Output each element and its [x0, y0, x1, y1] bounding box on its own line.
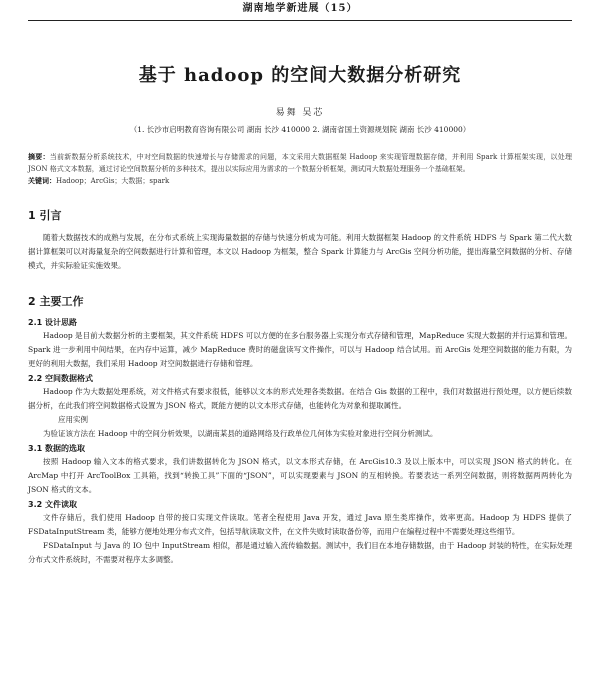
abstract-label: 摘要： [28, 152, 50, 161]
section-heading-main-work: 2 主要工作 [28, 295, 84, 308]
application-example-paragraph: 为验证该方法在 Hadoop 中的空间分析效果，以湖南某县的道路网络及行政单位几何体为实验对象进行空间分析测试。 [43, 429, 438, 438]
intro-paragraph: 随着大数据技术的成熟与发展，在分布式系统上实现海量数据的存储与快速分析成为可能。利用大数据框架 Hadoop 的文件系统 HDFS 与 Spark 第二代大数据计算框架可以对海量复杂的空间数据进行计算和管理，本文以 Hadoop 为框架，整合 Spark 计算能力与 ArcGis 空间分析功能，提出海量空间数据的分析、存储模式，并实际验证实施效果。 [28, 233, 572, 270]
keywords [28, 175, 572, 187]
paper-title: 基于 hadoop 的空间大数据分析研究 [138, 65, 462, 86]
running-header: 湖南地学新进展（15） [28, 0, 572, 21]
format-paragraph: Hadoop 作为大数据处理系统，对文件格式有要求很低，能够以文本的形式处理各类数据。在结合 Gis 数据的工程中，我们对数据进行预处理，以方便后续数据分析，在此我们将空间数据格式设置为 JSON 格式，既能方便的以文本形式存储，也能转化为对象和提取属性。 [28, 387, 572, 410]
subsection-heading-file-reading: 3.2 文件读取 [28, 500, 77, 509]
file-reading-paragraph-1: 文件存储后，我们使用 Hadoop 自带的接口实现文件读取。笔者全程使用 Java 开发，通过 Java 原生类库操作，效率更高。Hadoop 为 HDFS 提供了 FSDataInputStream 类，能够方便地处理分布式文件，包括导航读取文件，在文件失败时读取备份等，而用户在编程过程中不需要处理这些细节。 [28, 513, 572, 536]
design-paragraph: Hadoop 是目前大数据分析的主要框架，其文件系统 HDFS 可以方便的在多台服务器上实现分布式存储和管理，MapReduce 实现大数据的并行运算和管理。Spark 进一步利用中间结果，在内存中运算，减少 MapReduce 费时的磁盘读写文件操作，可以与 Hadoop 结合试用。而 ArcGis 处理空间数据的能力有限，为更好的利用大数据，我们采用 Hadoop 对空间数据进行存储和管理。 [28, 331, 572, 368]
application-example-label: 应用实例 [58, 415, 88, 424]
subsection-heading-data-selection: 3.1 数据的选取 [28, 444, 85, 453]
subsection-heading-design: 2.1 设计思路 [28, 318, 77, 327]
abstract-text: 当前新数据分析系统技术，中对空间数据的快速增长与存储需求的问题，本文采用大数据框架 Hadoop 来实现管理数据存储，并利用 Spark 计算框架实现，以处理 JSON 格式文本数据，通过讨论空间数据分析的多种技术，提出以实际应用为需求的一个数据分析框架，测试同大数据处理服务一个基础框架。 [28, 153, 572, 173]
keywords-label: 关键词： [28, 176, 56, 185]
abstract [28, 151, 572, 175]
file-reading-paragraph-2: FSDataInput 与 Java 的 IO 包中 InputStream 相似，都是通过输入流传输数据。测试中，我们目在本地存储数据，由于 Hadoop 封装的特性，在实际处理分布式文件系统时，不需要对程序太多调整。 [28, 541, 572, 564]
section-heading-intro: 1 引言 [28, 209, 62, 222]
affiliation: （1. 长沙市启明教育咨询有限公司 湖南 长沙 410000 2. 湖南省国土资源规划院 湖南 长沙 410000） [129, 125, 471, 134]
keywords-text: Hadoop；ArcGis；大数据；spark [56, 177, 170, 185]
authors: 易舞 吴芯 [275, 108, 325, 118]
subsection-heading-format: 2.2 空间数据格式 [28, 374, 93, 383]
data-selection-paragraph: 按照 Hadoop 输入文本的格式要求，我们讲数据转化为 JSON 格式，以文本形式存储，在 ArcGis10.3 及以上版本中，可以实现 JSON 格式的转化。在 ArcMap 中打开 ArcToolBox 工具箱，找到“转换工具”下面的“JSON”，可以实现要素与 JSON 的互相转换。若要表达一系列空间数据，则将数据两两转化为 JSON 格式的文本。 [28, 457, 572, 494]
